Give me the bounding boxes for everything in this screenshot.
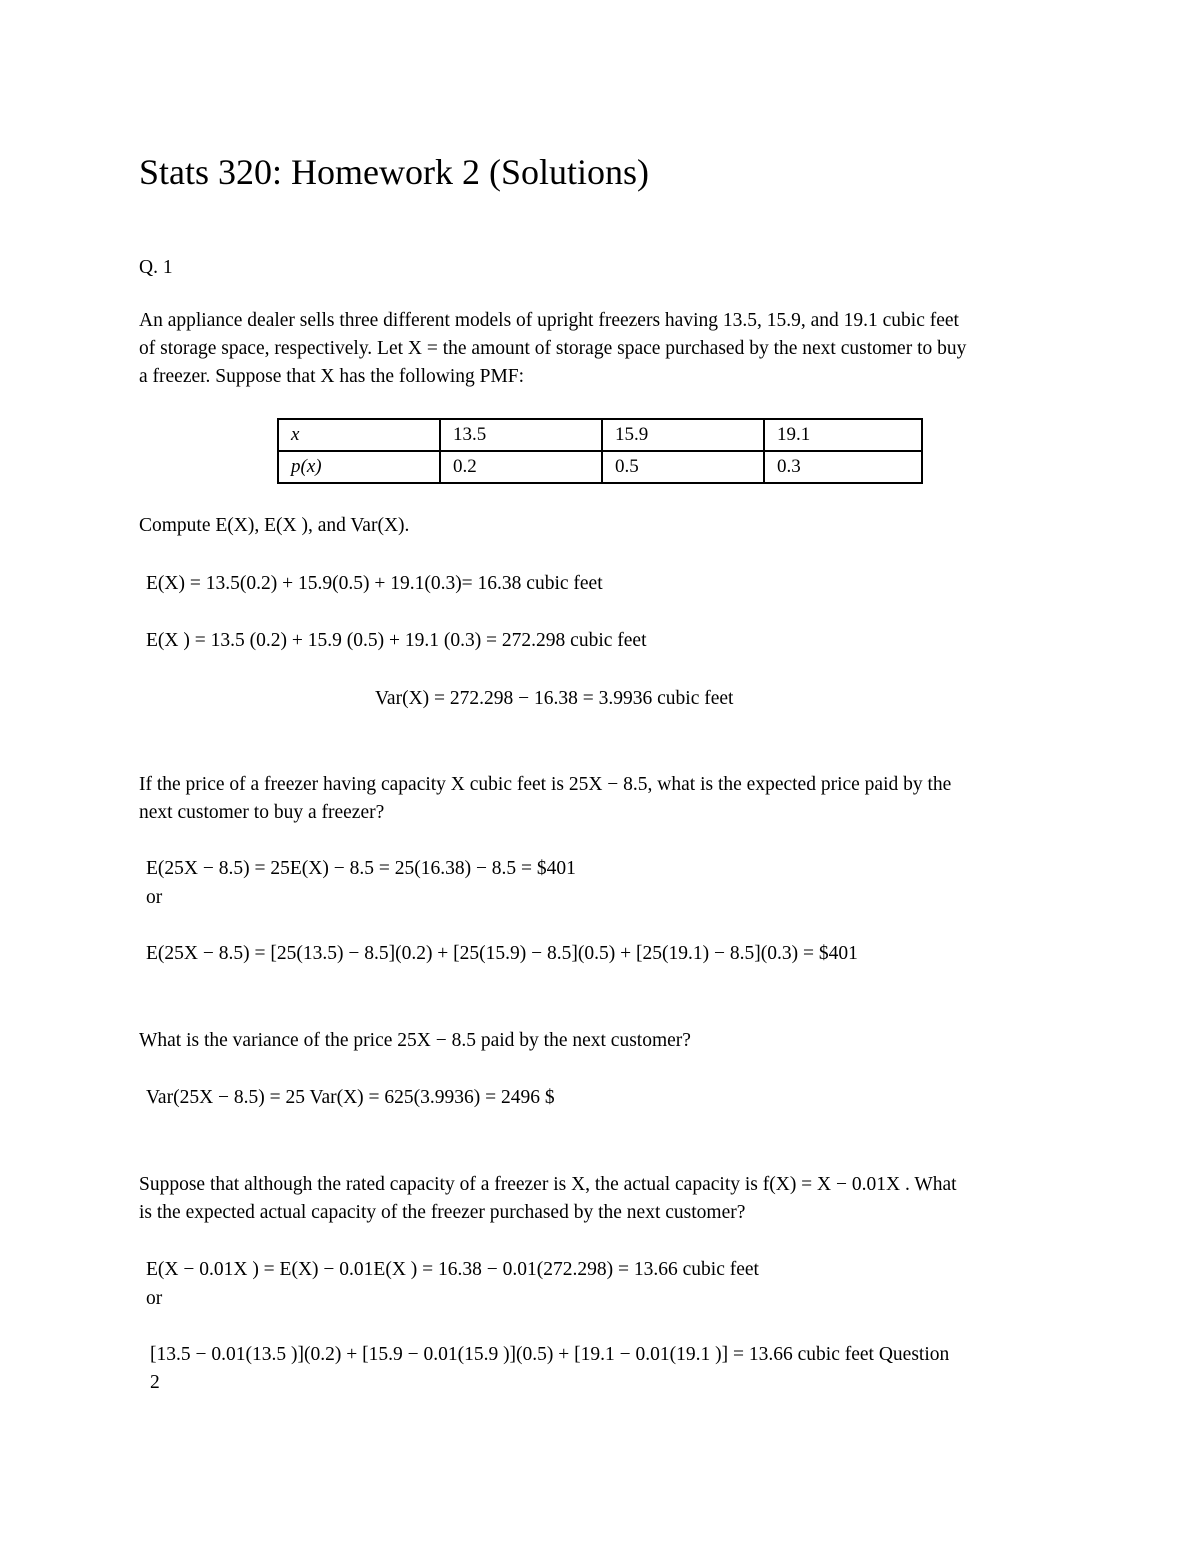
intro-line-3: a freezer. Suppose that X has the following PMF: bbox=[139, 366, 525, 387]
or-label: or bbox=[146, 887, 163, 908]
table-cell: 0.2 bbox=[440, 451, 602, 483]
question-label: Q. 1 bbox=[139, 257, 173, 278]
variance-question: What is the variance of the price 25X − 8.5 paid by the next customer? bbox=[139, 1030, 691, 1051]
or-label: or bbox=[146, 1288, 163, 1309]
table-row bbox=[278, 419, 922, 451]
actual-answer-1: E(X − 0.01X ) = E(X) − 0.01E(X ) = 16.38 − 0.01(272.298) = 13.66 cubic feet bbox=[146, 1259, 759, 1280]
table-cell: p(x) bbox=[278, 451, 440, 483]
table-row bbox=[278, 451, 922, 483]
actual-answer-2: [13.5 − 0.01(13.5 )](0.2) + [15.9 − 0.01(15.9 )](0.5) + [19.1 − 0.01(19.1 )] = 13.66 cubic feet Question bbox=[150, 1344, 950, 1365]
price-answer-1: E(25X − 8.5) = 25E(X) − 8.5 = 25(16.38) − 8.5 = $401 bbox=[146, 858, 576, 879]
actual-question-line-1: Suppose that although the rated capacity of a freezer is X, the actual capacity is f(X) = X − 0.01X . What bbox=[139, 1174, 957, 1195]
second-moment-solution: E(X ) = 13.5 (0.2) + 15.9 (0.5) + 19.1 (0.3) = 272.298 cubic feet bbox=[146, 630, 647, 651]
table-cell: 0.3 bbox=[764, 451, 922, 483]
intro-line-2: of storage space, respectively. Let X = the amount of storage space purchased by the next customer to buy bbox=[139, 338, 967, 359]
table-cell: 0.5 bbox=[602, 451, 764, 483]
page-title: Stats 320: Homework 2 (Solutions) bbox=[139, 152, 649, 192]
intro-line-1: An appliance dealer sells three different models of upright freezers having 13.5, 15.9, and 19.1 cubic feet bbox=[139, 310, 959, 331]
compute-prompt: Compute E(X), E(X ), and Var(X). bbox=[139, 515, 410, 536]
price-question-line-2: next customer to buy a freezer? bbox=[139, 802, 385, 823]
actual-question-line-2: is the expected actual capacity of the freezer purchased by the next customer? bbox=[139, 1202, 746, 1223]
variance-answer: Var(25X − 8.5) = 25 Var(X) = 625(3.9936) = 2496 $ bbox=[146, 1087, 555, 1108]
table-cell: 15.9 bbox=[602, 419, 764, 451]
table-cell: 13.5 bbox=[440, 419, 602, 451]
actual-answer-2-continued: 2 bbox=[150, 1372, 160, 1393]
variance-solution: Var(X) = 272.298 − 16.38 = 3.9936 cubic feet bbox=[375, 688, 734, 709]
price-answer-2: E(25X − 8.5) = [25(13.5) − 8.5](0.2) + [25(15.9) − 8.5](0.5) + [25(19.1) − 8.5](0.3) = $401 bbox=[146, 943, 858, 964]
table-cell: 19.1 bbox=[764, 419, 922, 451]
pmf-table bbox=[277, 418, 923, 484]
expected-value-solution: E(X) = 13.5(0.2) + 15.9(0.5) + 19.1(0.3)= 16.38 cubic feet bbox=[146, 573, 603, 594]
table-cell: x bbox=[278, 419, 440, 451]
price-question-line-1: If the price of a freezer having capacity X cubic feet is 25X − 8.5, what is the expected price paid by the bbox=[139, 774, 952, 795]
